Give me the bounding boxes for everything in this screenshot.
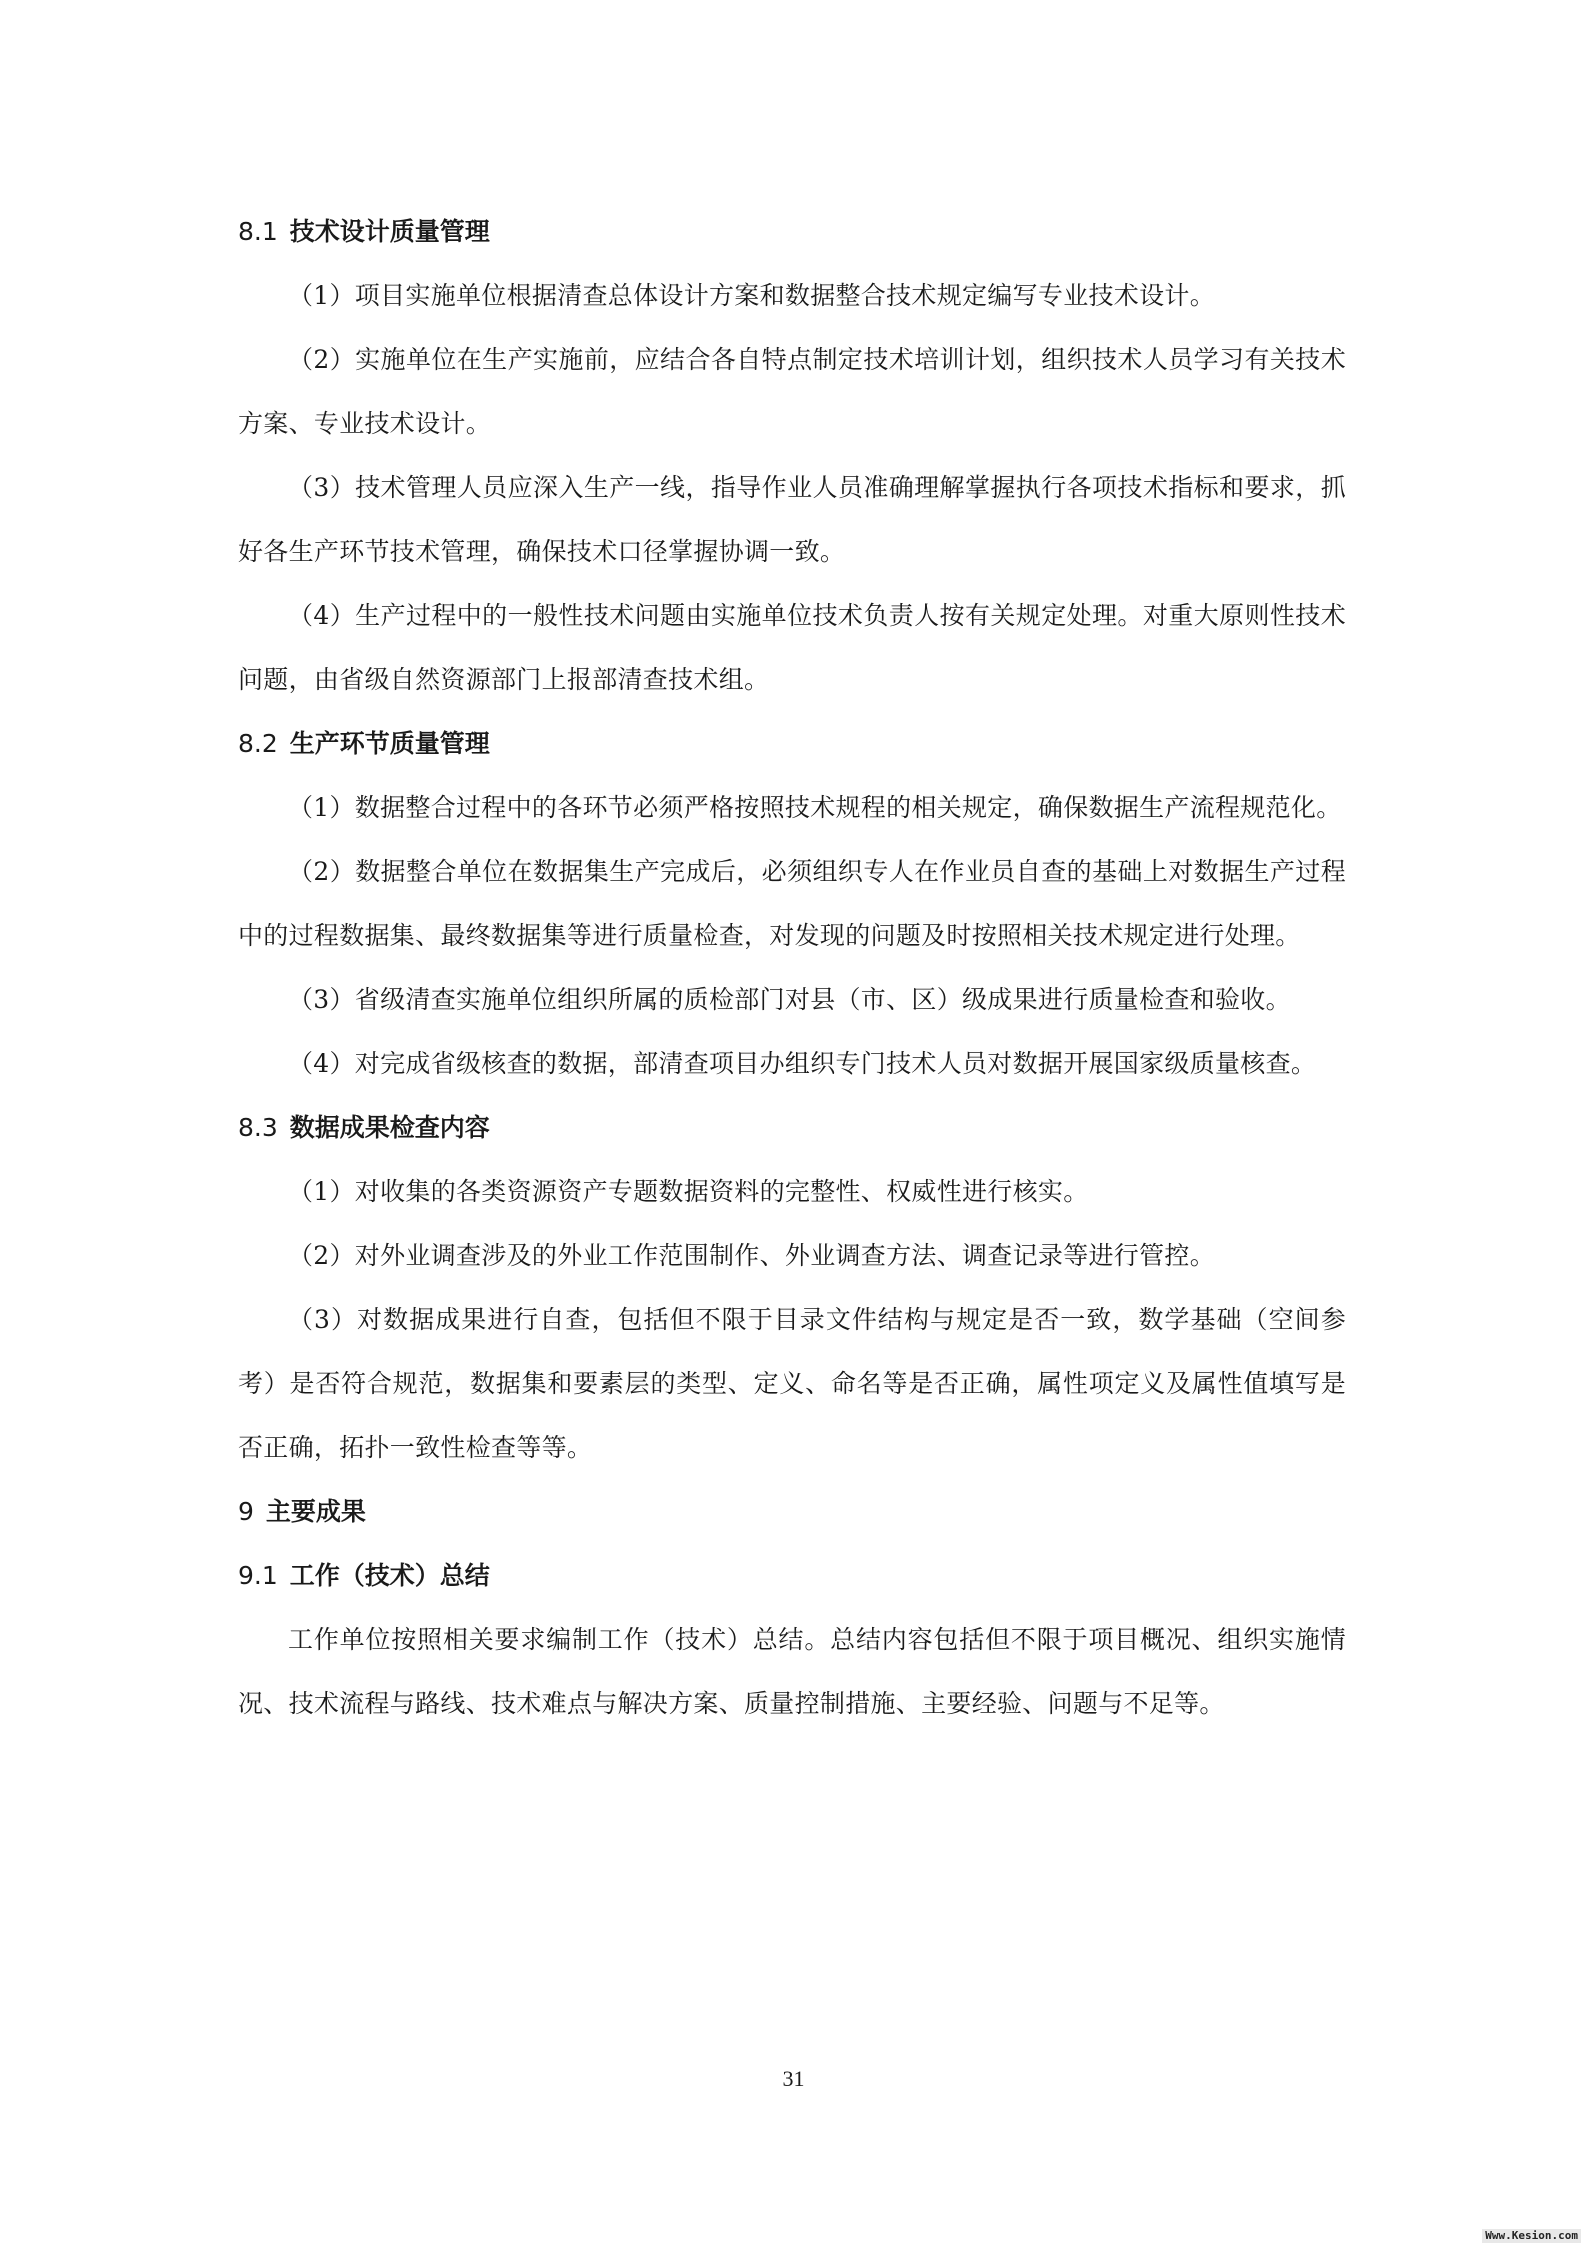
paragraph: 工作单位按照相关要求编制工作（技术）总结。总结内容包括但不限于项目概况、组织实施情况、技术流程与路线、技术难点与解决方案、质量控制措施、主要经验、问题与不足等。 [238,1625,1346,1718]
section-title: 技术设计质量管理 [289,217,490,246]
page-content [238,200,1346,1736]
section-heading [238,1544,1346,1608]
paragraph: （4）生产过程中的一般性技术问题由实施单位技术负责人按有关规定处理。对重大原则性技术问题，由省级自然资源部门上报部清查技术组。 [238,601,1346,694]
paragraph: （3）技术管理人员应深入生产一线，指导作业人员准确理解掌握执行各项技术指标和要求，抓好各生产环节技术管理，确保技术口径掌握协调一致。 [238,473,1346,566]
section-number: 9 [238,1497,254,1526]
paragraph: （2）对外业调查涉及的外业工作范围制作、外业调查方法、调查记录等进行管控。 [288,1241,1216,1270]
page-number: 31 [782,2066,805,2091]
section-title: 工作（技术）总结 [289,1561,490,1590]
watermark-text: Www.Kesion.com [1482,2229,1581,2243]
section-number: 8.1 [238,217,278,246]
paragraph: （2）数据整合单位在数据集生产完成后，必须组织专人在作业员自查的基础上对数据生产过程中的过程数据集、最终数据集等进行质量检查，对发现的问题及时按照相关技术规定进行处理。 [238,857,1346,950]
section-title: 数据成果检查内容 [289,1113,490,1142]
paragraph: （3）省级清查实施单位组织所属的质检部门对县（市、区）级成果进行质量检查和验收。 [288,985,1291,1014]
section-title: 生产环节质量管理 [289,729,490,758]
section-title: 主要成果 [265,1497,366,1526]
paragraph: （1）对收集的各类资源资产专题数据资料的完整性、权威性进行核实。 [288,1177,1089,1206]
section-number: 8.2 [238,729,278,758]
paragraph: （1）项目实施单位根据清查总体设计方案和数据整合技术规定编写专业技术设计。 [288,281,1216,310]
section-heading [238,1096,1346,1160]
section-number: 8.3 [238,1113,278,1142]
section-heading [238,712,1346,776]
paragraph: （2）实施单位在生产实施前，应结合各自特点制定技术培训计划，组织技术人员学习有关技术方案、专业技术设计。 [238,345,1346,438]
section-heading [238,1480,1346,1544]
paragraph: （3）对数据成果进行自查，包括但不限于目录文件结构与规定是否一致，数学基础（空间参考）是否符合规范，数据集和要素层的类型、定义、命名等是否正确，属性项定义及属性值填写是否正确，拓扑一致性检查等等。 [238,1305,1346,1462]
paragraph: （1）数据整合过程中的各环节必须严格按照技术规程的相关规定，确保数据生产流程规范化。 [288,793,1342,822]
section-heading [238,200,1346,264]
section-number: 9.1 [238,1561,278,1590]
paragraph: （4）对完成省级核查的数据，部清查项目办组织专门技术人员对数据开展国家级质量核查。 [288,1049,1317,1078]
